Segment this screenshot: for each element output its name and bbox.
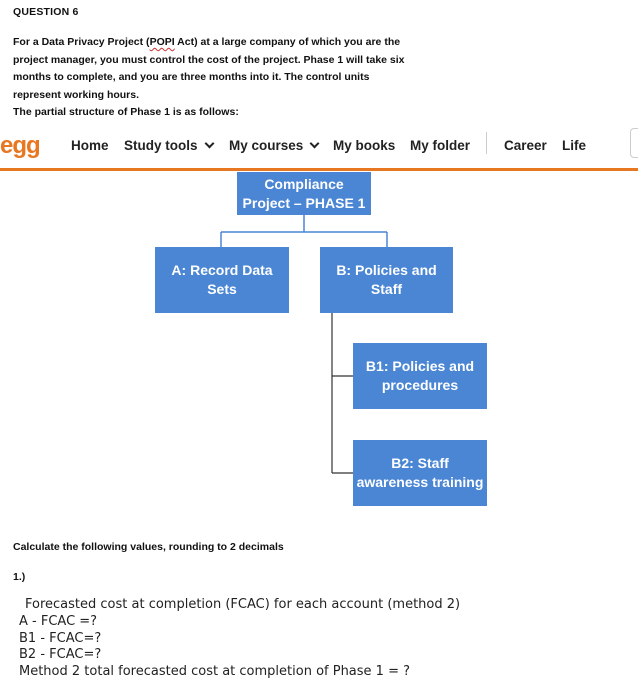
- question-body: [19, 597, 460, 681]
- nav-my-books[interactable]: [333, 138, 395, 153]
- chevron-down-icon: [310, 139, 320, 149]
- nav-my-courses-label: My courses: [229, 138, 304, 153]
- nav-study-tools-label: Study tools: [124, 138, 198, 153]
- wbs-box-b: [320, 247, 453, 313]
- b-line-1: B: Policies and: [336, 262, 437, 278]
- b2-line-2: awareness training: [356, 474, 484, 490]
- intro-line-3: months to complete, and you are three months into it. The control units: [13, 71, 370, 84]
- question-line-4: B2 - FCAC=?: [19, 647, 102, 663]
- chegg-navbar: [0, 128, 638, 171]
- nav-study-tools[interactable]: [124, 138, 213, 153]
- popi-spellcheck-word: POPI: [149, 36, 175, 48]
- b-line-2: Staff: [370, 281, 403, 297]
- nav-search-edge[interactable]: [630, 128, 638, 158]
- nav-divider: [486, 132, 487, 154]
- b1-line-1: B1: Policies and: [365, 358, 475, 374]
- wbs-box-b2: [353, 440, 487, 506]
- nav-my-folder[interactable]: [410, 138, 470, 153]
- intro-line-4: represent working hours.: [13, 88, 140, 101]
- question-header: QUESTION 6: [13, 6, 79, 18]
- nav-career-label: Career: [504, 138, 547, 153]
- question-line-3: B1 - FCAC=?: [19, 630, 102, 646]
- wbs-box-a: [155, 247, 289, 313]
- question-line-2: A - FCAC =?: [19, 613, 98, 629]
- root-line-1: Compliance: [264, 175, 344, 192]
- chevron-down-icon: [204, 139, 214, 149]
- question-number: 1.): [13, 571, 26, 583]
- wbs-box-b1: [353, 343, 487, 409]
- nav-home-label: Home: [71, 138, 109, 153]
- question-line-1: Forecasted cost at completion (FCAC) for each account (method 2): [25, 597, 461, 612]
- a-line-1: A: Record Data: [171, 262, 273, 278]
- nav-home[interactable]: [71, 138, 109, 153]
- b1-line-2: procedures: [381, 377, 459, 393]
- intro-line-5: The partial structure of Phase 1 is as follows:: [13, 106, 239, 119]
- nav-life[interactable]: [562, 138, 586, 153]
- question-intro: [13, 34, 453, 122]
- nav-life-label: Life: [562, 138, 587, 153]
- root-line-2: Project – PHASE 1: [242, 194, 366, 211]
- nav-my-courses[interactable]: [229, 138, 318, 153]
- nav-my-folder-label: My folder: [410, 138, 471, 153]
- b2-line-1: B2: Staff: [391, 455, 449, 471]
- chegg-logo[interactable]: egg: [0, 132, 40, 159]
- calc-instruction: Calculate the following values, rounding to 2 decimals: [13, 541, 284, 553]
- wbs-root-box: [237, 172, 371, 215]
- a-line-2: Sets: [207, 281, 237, 297]
- intro-line-2: project manager, you must control the cost of the project. Phase 1 will take six: [13, 53, 405, 66]
- nav-career[interactable]: [504, 138, 547, 153]
- intro-line-1: For a Data Privacy Project (POPI Act) at a large company of which you are the: [13, 36, 401, 48]
- question-line-5: Method 2 total forecasted cost at completion of Phase 1 = ?: [19, 664, 411, 680]
- nav-my-books-label: My books: [333, 138, 396, 153]
